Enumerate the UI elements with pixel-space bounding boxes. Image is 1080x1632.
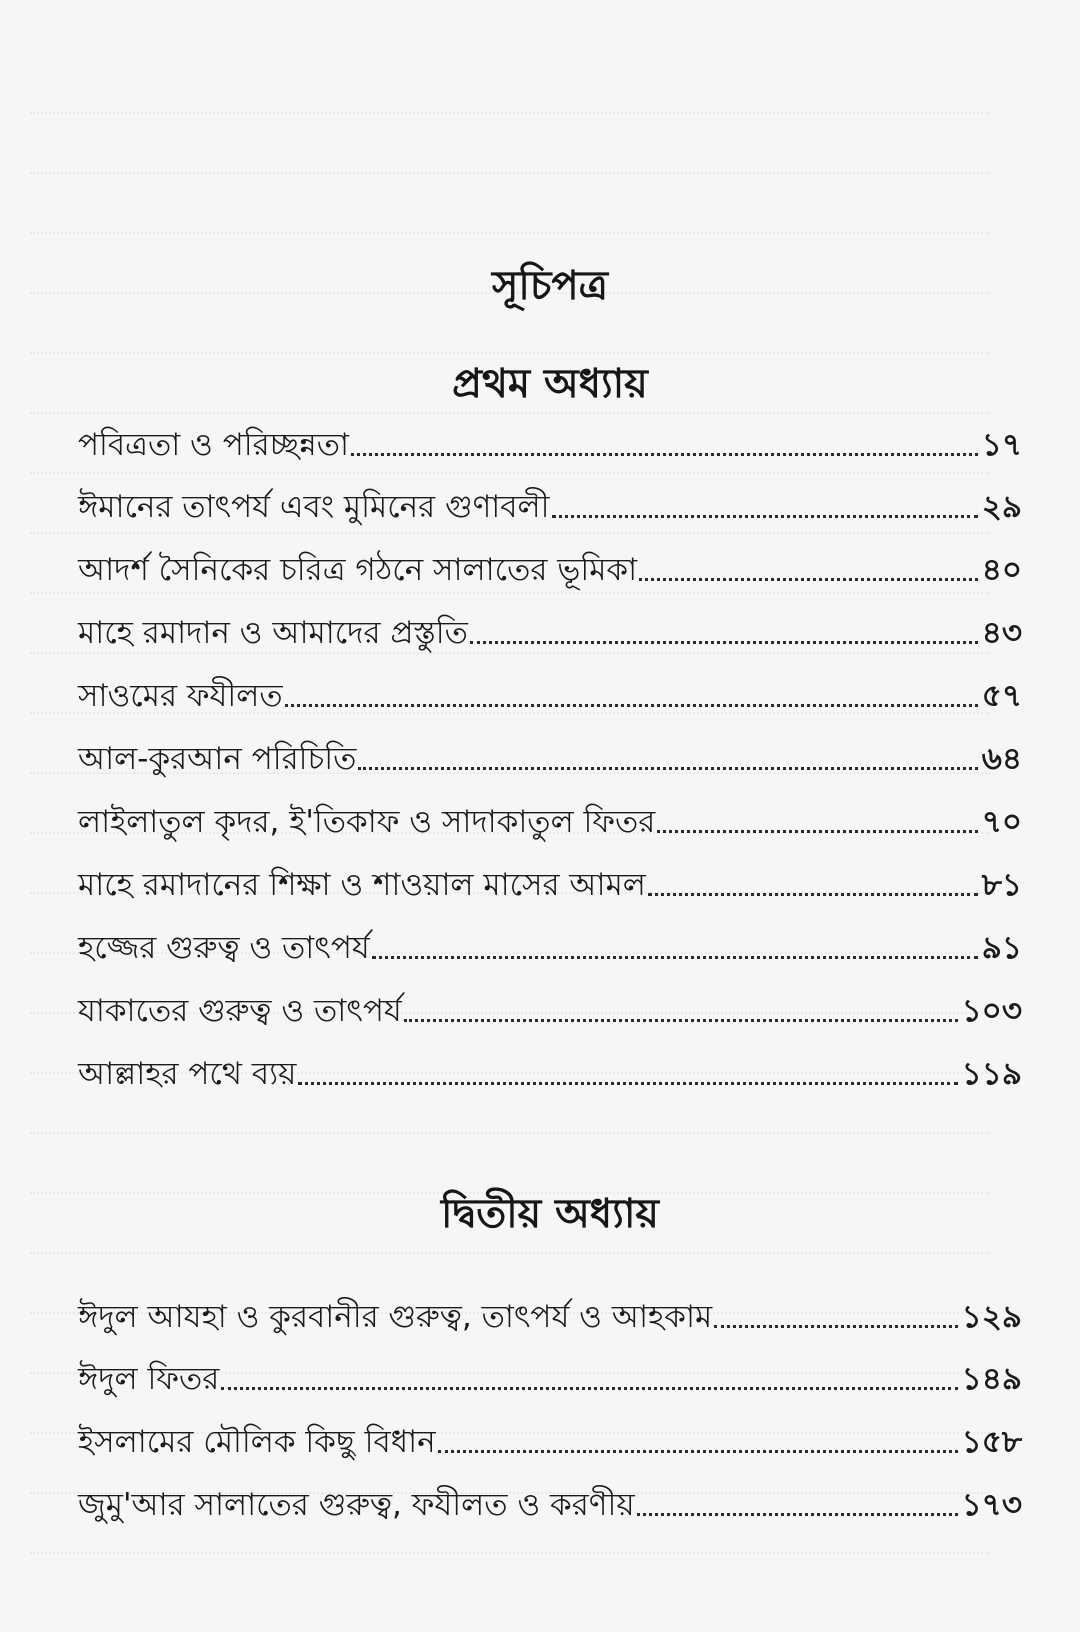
toc-entry[interactable] <box>78 858 1022 908</box>
dot-leader <box>372 956 978 959</box>
toc-entry-page: ২৯ <box>981 489 1022 525</box>
dot-leader <box>285 704 978 707</box>
toc-entry-title: সাওমের ফযীলত <box>78 678 283 714</box>
toc-entry-title: আদর্শ সৈনিকের চরিত্র গঠনে সালাতের ভূমিকা <box>78 552 638 588</box>
dot-leader <box>438 1450 958 1453</box>
toc-entry-page: ৪০ <box>981 552 1022 588</box>
toc-entry[interactable] <box>78 543 1022 593</box>
toc-entry-title: লাইলাতুল কৃদর, ই'তিকাফ ও সাদাকাতুল ফিতর <box>78 804 656 840</box>
toc-entry[interactable] <box>78 480 1022 530</box>
toc-entry[interactable] <box>78 1047 1022 1097</box>
chapter-heading: প্রথম অধ্যায় <box>452 361 648 407</box>
toc-entry-title: যাকাতের গুরুত্ব ও তাৎপর্য <box>78 993 402 1029</box>
dot-leader <box>648 893 978 896</box>
dot-leader <box>298 1082 957 1085</box>
toc-entry-title: মাহে রমাদান ও আমাদের প্রস্তুতি <box>78 615 468 651</box>
toc-entry[interactable] <box>78 1352 1022 1402</box>
dot-leader <box>404 1019 958 1022</box>
toc-entry[interactable] <box>78 1290 1022 1340</box>
toc-entry[interactable] <box>78 732 1022 782</box>
toc-entry[interactable] <box>78 606 1022 656</box>
toc-entry-page: ১২৯ <box>961 1299 1022 1335</box>
toc-entry-page: ৮১ <box>981 867 1022 903</box>
toc-entry-title: জুমু'আর সালাতের গুরুত্ব, ফযীলত ও করণীয় <box>78 1487 635 1523</box>
toc-entry[interactable] <box>78 1478 1022 1528</box>
toc-entry-page: ৪৩ <box>981 615 1022 651</box>
dot-leader <box>639 578 978 581</box>
toc-entry-title: ঈদুল ফিতর <box>78 1361 220 1397</box>
toc-entry[interactable] <box>78 418 1022 468</box>
toc-entry-title: পবিত্রতা ও পরিচ্ছন্নতা <box>78 427 349 463</box>
toc-entry-page: ৫৭ <box>981 678 1022 714</box>
dot-leader <box>358 767 977 770</box>
dot-leader <box>657 830 977 833</box>
toc-entry-title: আল্লাহর পথে ব্যয় <box>78 1056 297 1092</box>
toc-entry-page: ১০৩ <box>961 993 1022 1029</box>
toc-entry[interactable] <box>78 1415 1022 1465</box>
toc-entry[interactable] <box>78 984 1022 1034</box>
chapter-heading: দ্বিতীয় অধ্যায় <box>441 1191 659 1237</box>
dot-leader <box>552 515 978 518</box>
toc-entry-title: মাহে রমাদানের শিক্ষা ও শাওয়াল মাসের আমল <box>78 867 646 903</box>
toc-entry-page: ১১৯ <box>961 1056 1022 1092</box>
dot-leader <box>351 453 978 456</box>
toc-entry-title: ইসলামের মৌলিক কিছু বিধান <box>78 1424 436 1460</box>
toc-entry-page: ১৭৩ <box>961 1487 1022 1523</box>
toc-entry-page: ১৪৯ <box>961 1361 1022 1397</box>
toc-entry[interactable] <box>78 669 1022 719</box>
toc-entry-title: ঈদুল আযহা ও কুরবানীর গুরুত্ব, তাৎপর্য ও আহকাম <box>78 1299 713 1335</box>
toc-entry-page: ৭০ <box>981 804 1022 840</box>
toc-entry-page: ১৫৮ <box>961 1424 1022 1460</box>
toc-entry-title: হজ্জের গুরুত্ব ও তাৎপর্য <box>78 930 370 966</box>
page-heading: সূচিপত্র <box>492 263 608 309</box>
dot-leader <box>714 1325 957 1328</box>
toc-entry-page: ১৭ <box>981 427 1022 463</box>
toc-entry-page: ৬৪ <box>981 741 1022 777</box>
toc-entry-page: ৯১ <box>981 930 1022 966</box>
toc-entry[interactable] <box>78 795 1022 845</box>
toc-entry[interactable] <box>78 921 1022 971</box>
toc-entry-title: আল-কুরআন পরিচিতি <box>78 741 357 777</box>
dot-leader <box>637 1513 958 1516</box>
dot-leader <box>470 641 978 644</box>
table-of-contents-page <box>78 0 1022 1632</box>
dot-leader <box>221 1387 957 1390</box>
toc-entry-title: ঈমানের তাৎপর্য এবং মুমিনের গুণাবলী <box>78 489 550 525</box>
